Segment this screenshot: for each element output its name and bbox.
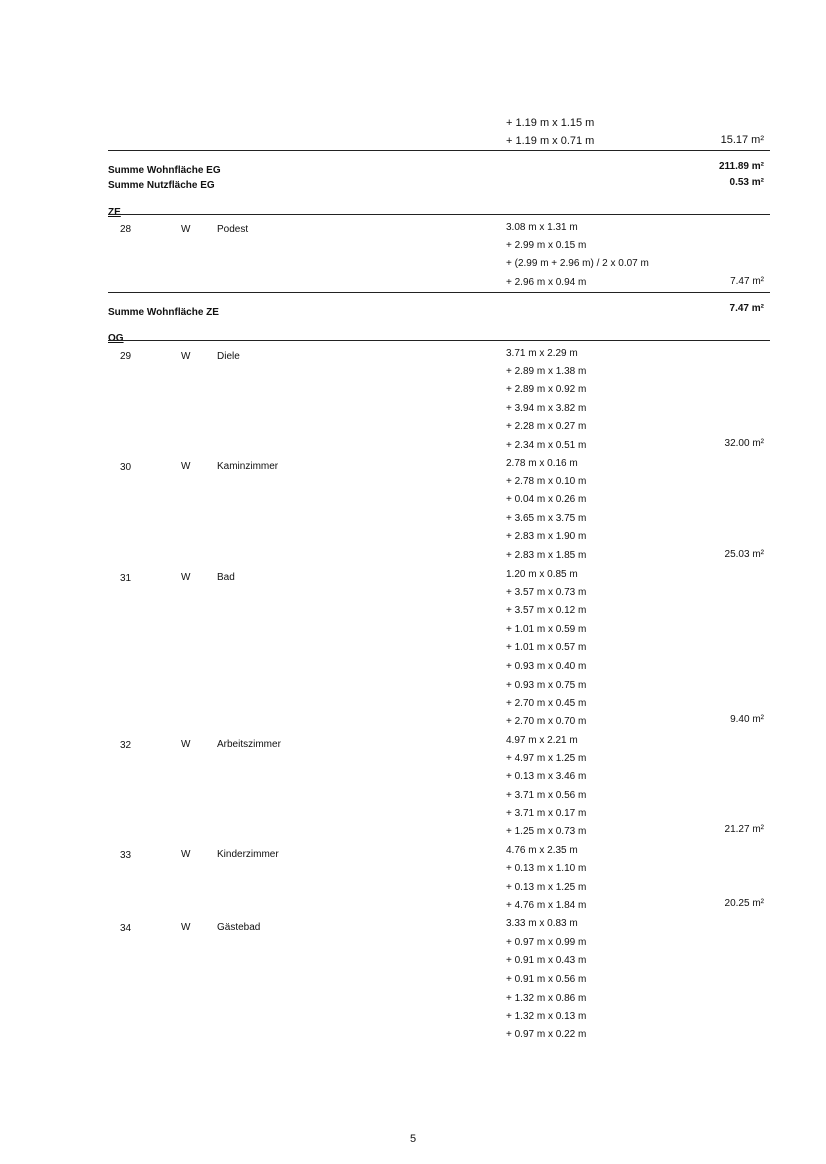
- formula-line: + 0.93 m x 0.40 m: [506, 661, 587, 672]
- formula-line: + 2.89 m x 1.38 m: [506, 366, 587, 377]
- room-name: Kinderzimmer: [217, 849, 279, 860]
- divider: [108, 340, 770, 341]
- formula-line: + 3.94 m x 3.82 m: [506, 403, 587, 414]
- formula-line: + 2.34 m x 0.51 m: [506, 440, 587, 451]
- section-label: ZE: [108, 207, 121, 218]
- formula-line: + 0.13 m x 1.25 m: [506, 882, 587, 893]
- formula-line: 4.97 m x 2.21 m: [506, 735, 578, 746]
- formula-line: + 2.83 m x 1.90 m: [506, 531, 587, 542]
- formula-line: 2.78 m x 0.16 m: [506, 458, 578, 469]
- room-number: 30: [120, 462, 132, 473]
- summary-label: Summe Nutzfläche EG: [108, 180, 215, 191]
- room-type: W: [181, 922, 191, 933]
- formula-line: + 2.99 m x 0.15 m: [506, 240, 587, 251]
- formula-line: 3.33 m x 0.83 m: [506, 918, 578, 929]
- formula-line: + 1.32 m x 0.13 m: [506, 1011, 587, 1022]
- formula-line: + 3.65 m x 3.75 m: [506, 513, 587, 524]
- formula-line: + 0.04 m x 0.26 m: [506, 494, 587, 505]
- summary-value: 0.53 m²: [729, 177, 764, 188]
- room-type: W: [181, 849, 191, 860]
- summary-label: Summe Wohnfläche ZE: [108, 307, 219, 318]
- summary-value: 7.47 m²: [729, 303, 764, 314]
- formula-line: + 1.01 m x 0.59 m: [506, 624, 587, 635]
- formula-line: + 1.19 m x 0.71 m: [506, 135, 595, 147]
- formula-line: + 4.76 m x 1.84 m: [506, 900, 587, 911]
- formula-line: + 1.19 m x 1.15 m: [506, 117, 595, 129]
- room-area: 15.17 m²: [720, 134, 764, 146]
- formula-line: + 3.71 m x 0.17 m: [506, 808, 587, 819]
- room-number: 28: [120, 224, 132, 235]
- formula-line: + 0.93 m x 0.75 m: [506, 680, 587, 691]
- formula-line: + 2.83 m x 1.85 m: [506, 550, 587, 561]
- formula-line: + 1.32 m x 0.86 m: [506, 993, 587, 1004]
- formula-line: 1.20 m x 0.85 m: [506, 569, 578, 580]
- room-name: Bad: [217, 572, 235, 583]
- room-number: 33: [120, 850, 132, 861]
- room-name: Arbeitszimmer: [217, 739, 281, 750]
- room-name: Diele: [217, 351, 240, 362]
- formula-line: 4.76 m x 2.35 m: [506, 845, 578, 856]
- formula-line: + 0.91 m x 0.43 m: [506, 955, 587, 966]
- formula-line: + 3.71 m x 0.56 m: [506, 790, 587, 801]
- room-name: Kaminzimmer: [217, 461, 279, 472]
- room-name: Gästebad: [217, 922, 261, 933]
- room-area: 20.25 m²: [724, 898, 764, 909]
- room-number: 34: [120, 923, 132, 934]
- room-area: 21.27 m²: [724, 824, 764, 835]
- formula-line: + 0.91 m x 0.56 m: [506, 974, 587, 985]
- room-area: 7.47 m²: [730, 276, 764, 287]
- room-type: W: [181, 739, 191, 750]
- formula-line: + 0.97 m x 0.99 m: [506, 937, 587, 948]
- page-number: 5: [409, 1133, 417, 1145]
- formula-line: + 0.97 m x 0.22 m: [506, 1029, 587, 1040]
- room-area: 25.03 m²: [724, 549, 764, 560]
- room-area: 32.00 m²: [724, 438, 764, 449]
- formula-line: + 1.25 m x 0.73 m: [506, 826, 587, 837]
- room-name: Podest: [217, 224, 249, 235]
- room-type: W: [181, 461, 191, 472]
- formula-line: + 2.89 m x 0.92 m: [506, 384, 587, 395]
- summary-label: Summe Wohnfläche EG: [108, 165, 221, 176]
- divider: [108, 150, 770, 151]
- formula-line: + 3.57 m x 0.73 m: [506, 587, 587, 598]
- formula-line: + 3.57 m x 0.12 m: [506, 605, 587, 616]
- formula-line: + 0.13 m x 3.46 m: [506, 771, 587, 782]
- summary-value: 211.89 m²: [718, 161, 764, 172]
- formula-line: + 2.28 m x 0.27 m: [506, 421, 587, 432]
- formula-line: + 2.78 m x 0.10 m: [506, 476, 587, 487]
- room-number: 29: [120, 351, 132, 362]
- room-area: 9.40 m²: [730, 714, 764, 725]
- formula-line: + 2.70 m x 0.70 m: [506, 716, 587, 727]
- room-number: 32: [120, 740, 132, 751]
- formula-line: + 2.70 m x 0.45 m: [506, 698, 587, 709]
- formula-line: + 0.13 m x 1.10 m: [506, 863, 587, 874]
- divider: [108, 292, 770, 293]
- formula-line: 3.08 m x 1.31 m: [506, 222, 578, 233]
- formula-line: 3.71 m x 2.29 m: [506, 348, 578, 359]
- formula-line: + (2.99 m + 2.96 m) / 2 x 0.07 m: [506, 258, 649, 269]
- room-type: W: [181, 351, 191, 362]
- section-label: OG: [108, 333, 124, 344]
- room-number: 31: [120, 573, 132, 584]
- room-type: W: [181, 224, 191, 235]
- room-type: W: [181, 572, 191, 583]
- formula-line: + 4.97 m x 1.25 m: [506, 753, 587, 764]
- formula-line: + 2.96 m x 0.94 m: [506, 277, 587, 288]
- formula-line: + 1.01 m x 0.57 m: [506, 642, 587, 653]
- divider: [108, 214, 770, 215]
